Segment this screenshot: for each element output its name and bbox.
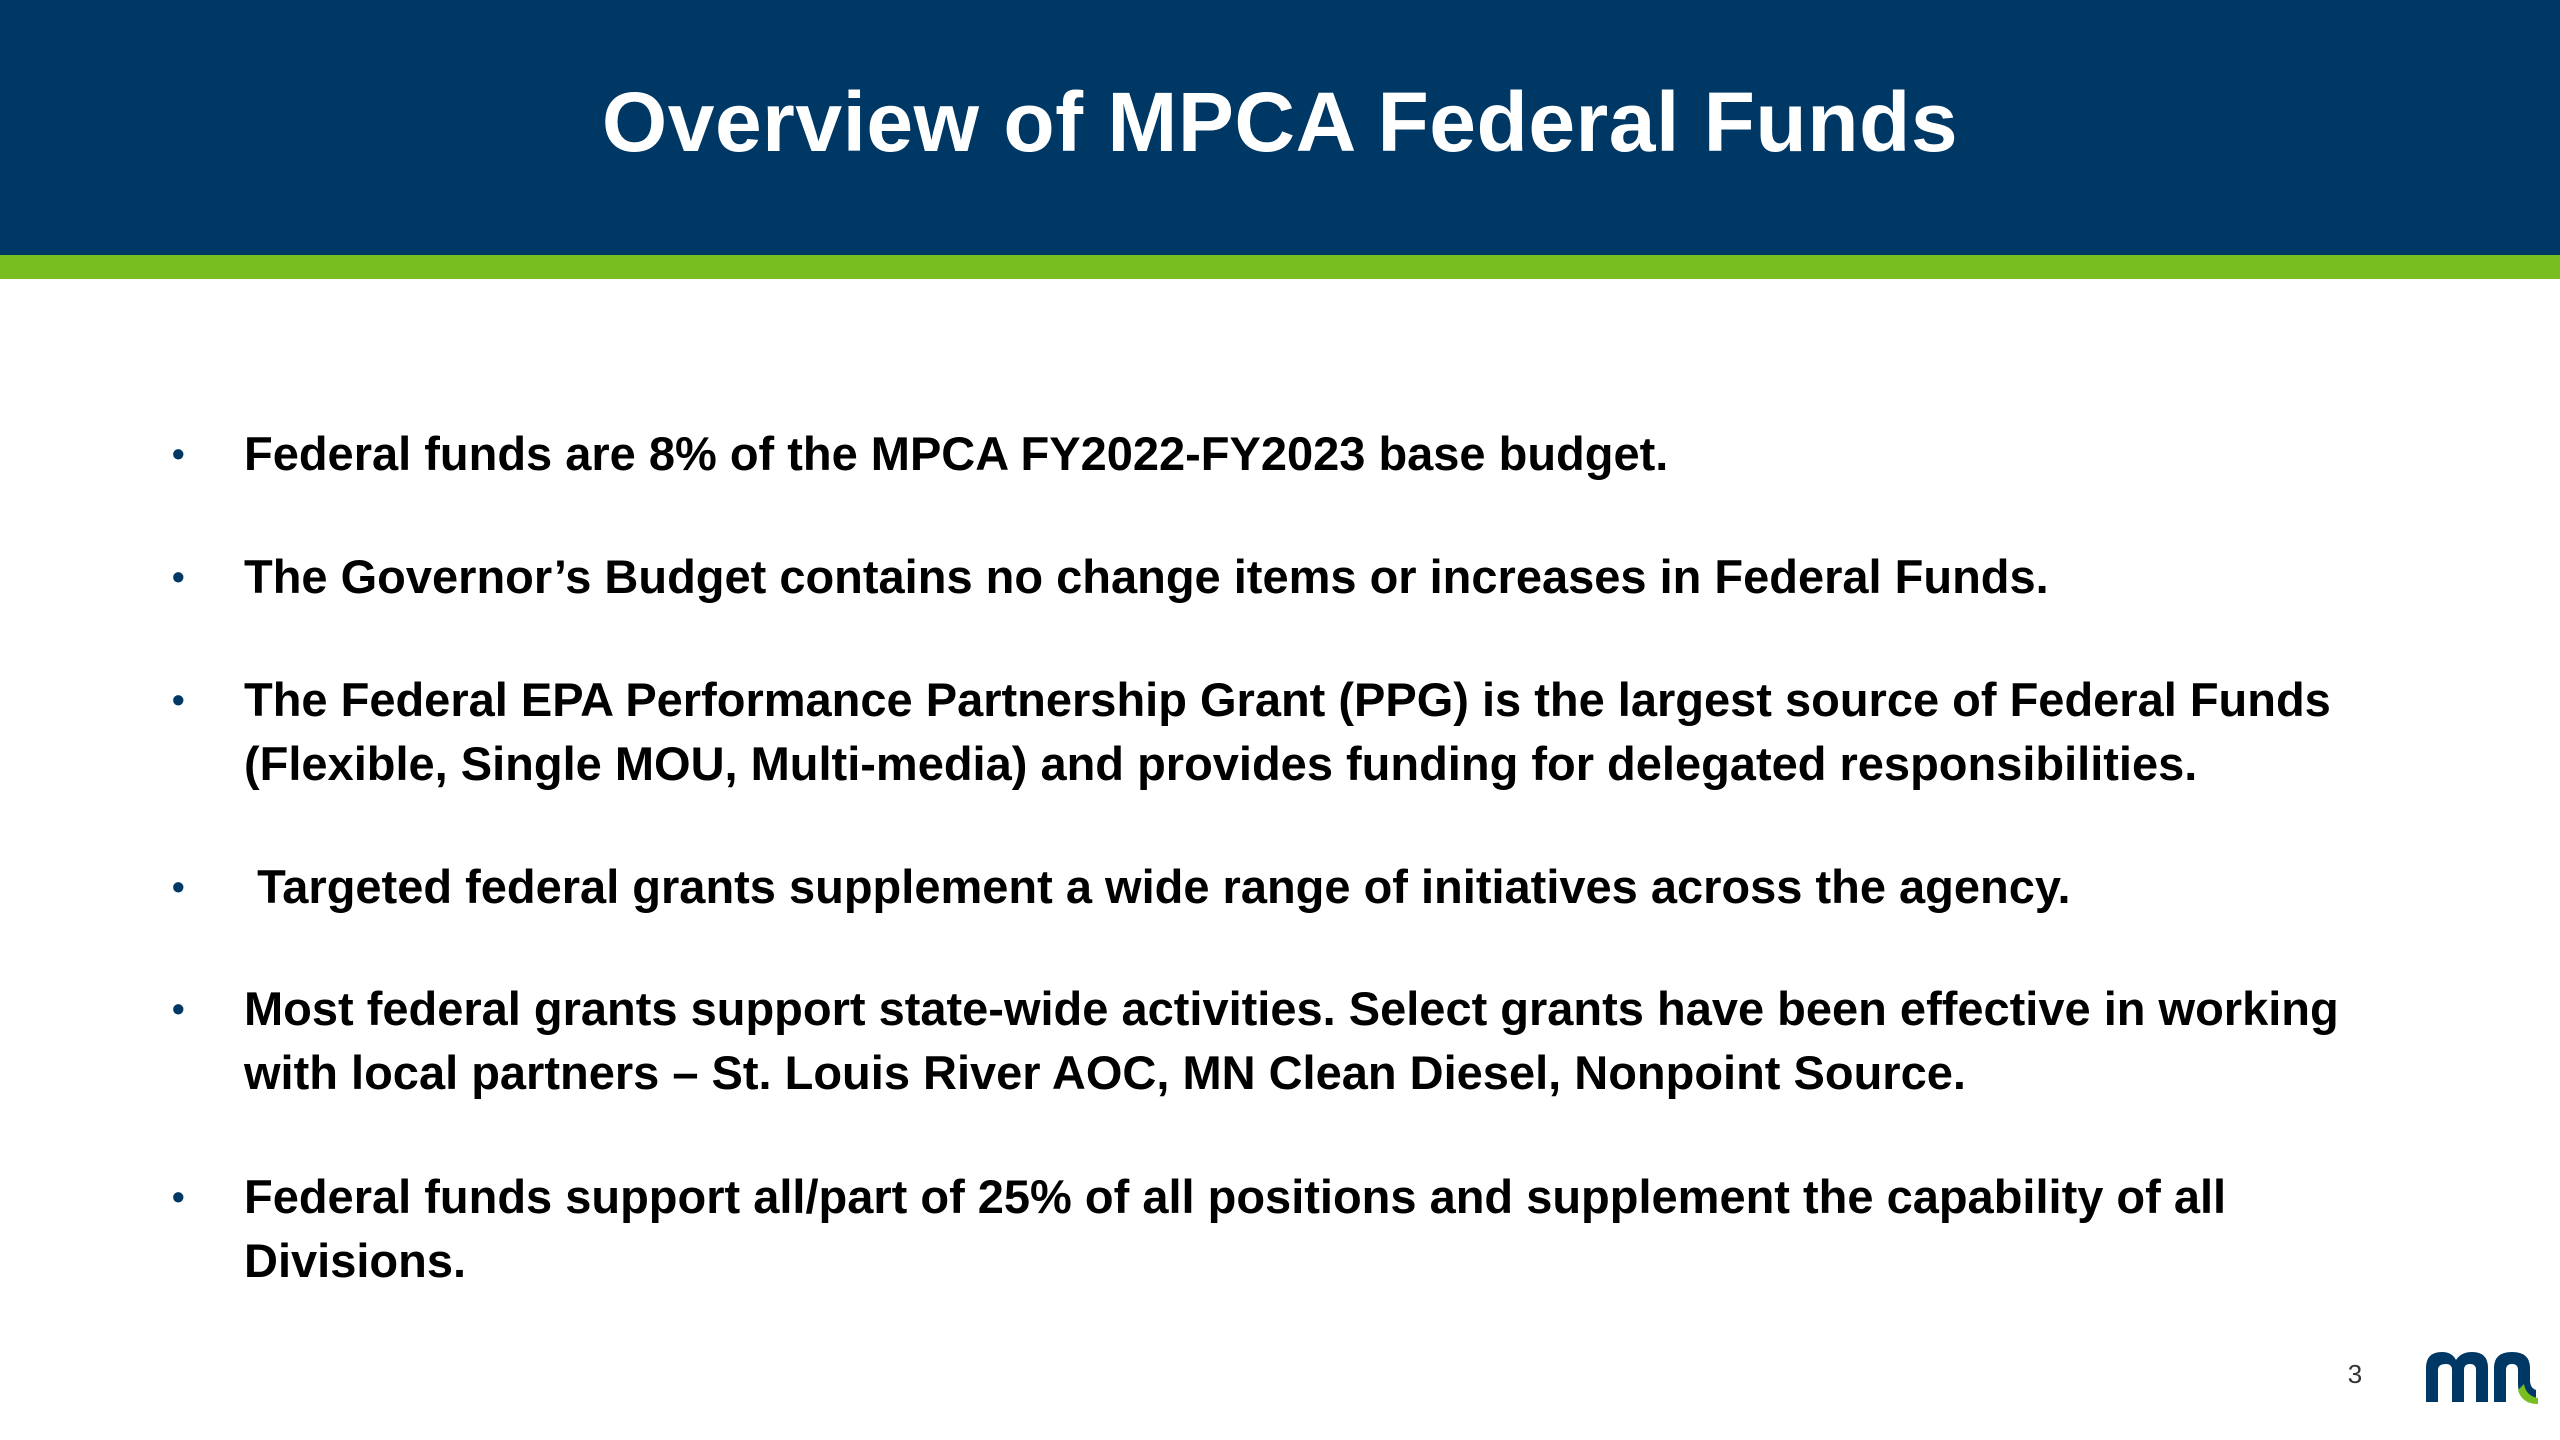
bullet-item <box>172 1165 2372 1293</box>
mn-logo <box>2420 1340 2540 1410</box>
bullet-text: Targeted federal grants supplement a wide range of initiatives across the agency. <box>244 860 2071 913</box>
bullet-text: Federal funds are 8% of the MPCA FY2022-FY2023 base budget. <box>244 427 1669 480</box>
bullet-dot-icon: • <box>172 988 185 1029</box>
bullet-dot-icon: • <box>172 1176 185 1217</box>
bullet-text: Most federal grants support state-wide activities. Select grants have been effective in working with local partners – St. Louis River AOC, MN Clean Diesel, Nonpoint Source. <box>244 982 2352 1099</box>
slide-title: Overview of MPCA Federal Funds <box>601 75 1959 169</box>
bullet-dot-icon: • <box>172 556 185 597</box>
bullet-item <box>172 668 2372 796</box>
bullet-text: The Federal EPA Performance Partnership Grant (PPG) is the largest source of Federal Funds (Flexible, Single MOU, Multi-media) and provides funding for delegated responsibilities. <box>244 673 2344 790</box>
bullet-text: Federal funds support all/part of 25% of all positions and supplement the capability of all Divisions. <box>244 1170 2240 1287</box>
bullet-dot-icon: • <box>172 679 185 720</box>
page-number: 3 <box>2347 1359 2363 1389</box>
bullet-item <box>172 977 2372 1105</box>
bullet-text: The Governor’s Budget contains no change items or increases in Federal Funds. <box>244 550 2049 603</box>
bullet-dot-icon: • <box>172 866 185 907</box>
bullet-item <box>172 422 2372 486</box>
bullet-dot-icon: • <box>172 433 185 474</box>
bullet-item <box>172 545 2372 609</box>
bullet-item <box>172 855 2372 919</box>
